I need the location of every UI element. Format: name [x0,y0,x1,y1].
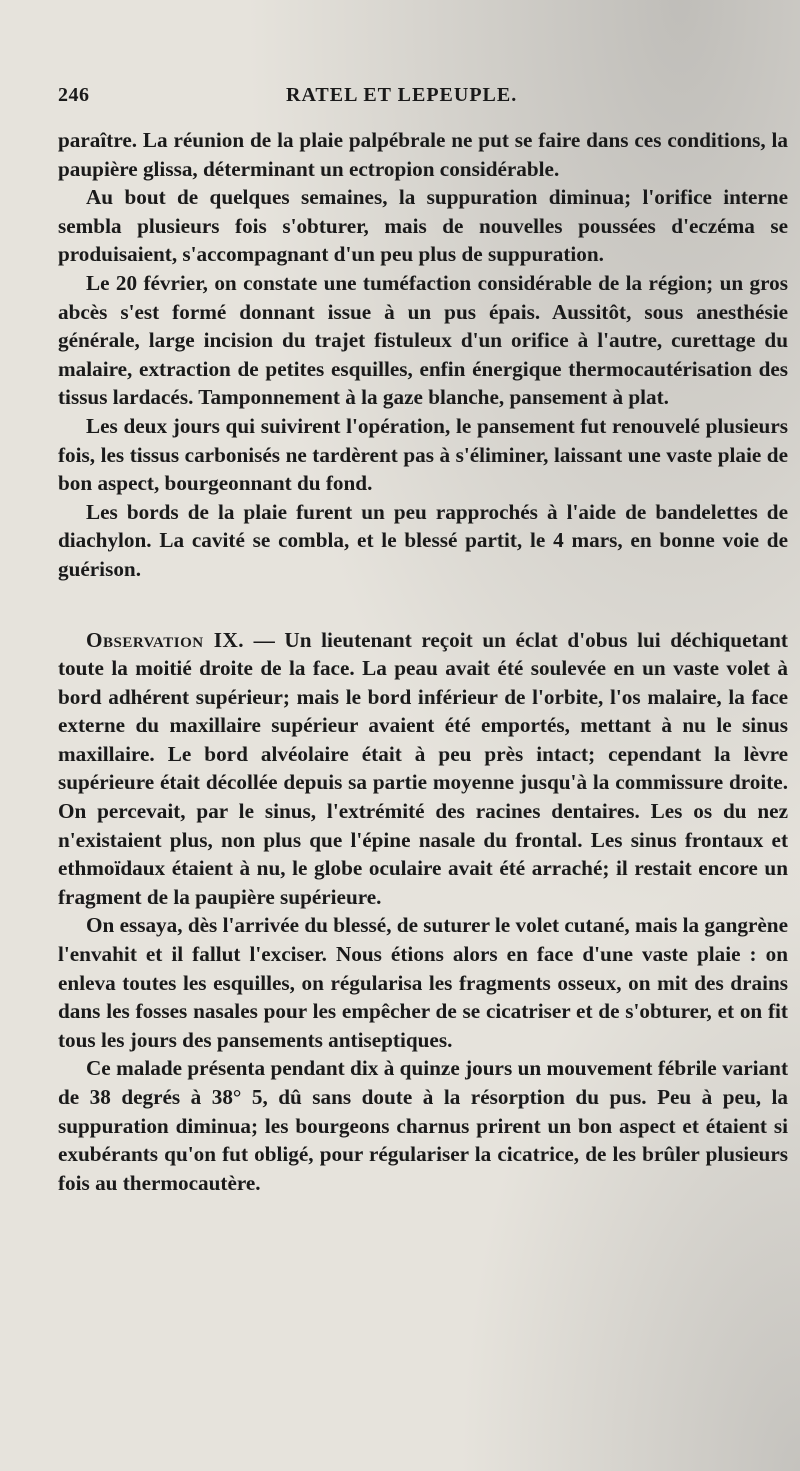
paragraph-suppuration: Au bout de quelques semaines, la suppuration diminua; l'orifice interne sembla plusieurs fois s'obturer, mais de nouvelles poussées d'eczéma se produisaient, s'accompagnant d'un peu plus de suppuration. [58,185,788,267]
observation-lead-text: — Un lieutenant reçoit un éclat d'obus lui déchiquetant toute la moitié droite de la face. La peau avait été soulevée en un vaste volet à bord adhérent supérieur; mais le bord inférieur de l'orbite, l'os malaire, la face externe du maxillaire supérieur avaient été emportés, mettant à nu le sinus maxillaire. Le bord alvéolaire était à peu près intact; cependant la lèvre supérieure était décollée depuis sa partie moyenne jusqu'à la commissure droite. On percevait, par le sinus, l'extrémité des racines dentaires. Les os du nez n'existaient plus, non plus que l'épine nasale du frontal. Les sinus frontaux et ethmoïdaux étaient à nu, le globe oculaire avait été arraché; il restait encore un fragment de la paupière supérieure. [58,627,788,909]
paragraph-healing: Les bords de la plaie furent un peu rapprochés à l'aide de bandelettes de diachylon. La cavité se combla, et le blessé partit, le 4 mars, en bonne voie de guérison. [58,499,788,581]
paragraph-continuation: paraître. La réunion de la plaie palpébrale ne put se faire dans ces conditions, la paupière glissa, déterminant un ectropion considérable. [58,128,788,181]
section-gap [58,584,788,626]
paragraph-dressing: Les deux jours qui suivirent l'opération, le pansement fut renouvelé plusieurs fois, les tissus carbonisés ne tardèrent pas à s'éliminer, laissant une vaste plaie de bon aspect, bourgeonnant du fond. [58,413,788,496]
observation-paragraph [58,626,788,912]
observation-paragraph-treatment: On essaya, dès l'arrivée du blessé, de suturer le volet cutané, mais la gangrène l'envahit et il fallut l'exciser. Nous étions alors en face d'une vaste plaie : on enleva toutes les esquilles, on régularisa les fragments osseux, on mit des drains dans les fosses nasales pour les empêcher de se cicatriser et de s'obturer, et on fit tous les jours des pansements antiseptiques. [58,913,788,1052]
page-number: 246 [58,84,90,106]
running-title: RATEL ET LEPEUPLE. [286,84,518,106]
observation-heading: Observation IX. [86,627,245,652]
running-head [58,84,760,118]
body-text [58,126,788,1197]
observation-paragraph-fever: Ce malade présenta pendant dix à quinze jours un mouvement fébrile variant de 38 degrés à 38° 5, dû sans doute à la résorption du pus. Peu à peu, la suppuration diminua; les bourgeons charnus prirent un bon aspect et étaient si exubérants qu'on fut obligé, pour régulariser la cicatrice, de les brûler plusieurs fois au thermocautère. [58,1056,788,1195]
paragraph-february: Le 20 février, on constate une tuméfaction considérable de la région; un gros abcès s'est formé donnant issue à un pus épais. Aussitôt, sous anesthésie générale, large incision du trajet fistuleux d'un orifice à l'autre, curettage du malaire, extraction de petites esquilles, enfin énergique thermocautérisation des tissus lardacés. Tamponnement à la gaze blanche, pansement à plat. [58,270,788,410]
